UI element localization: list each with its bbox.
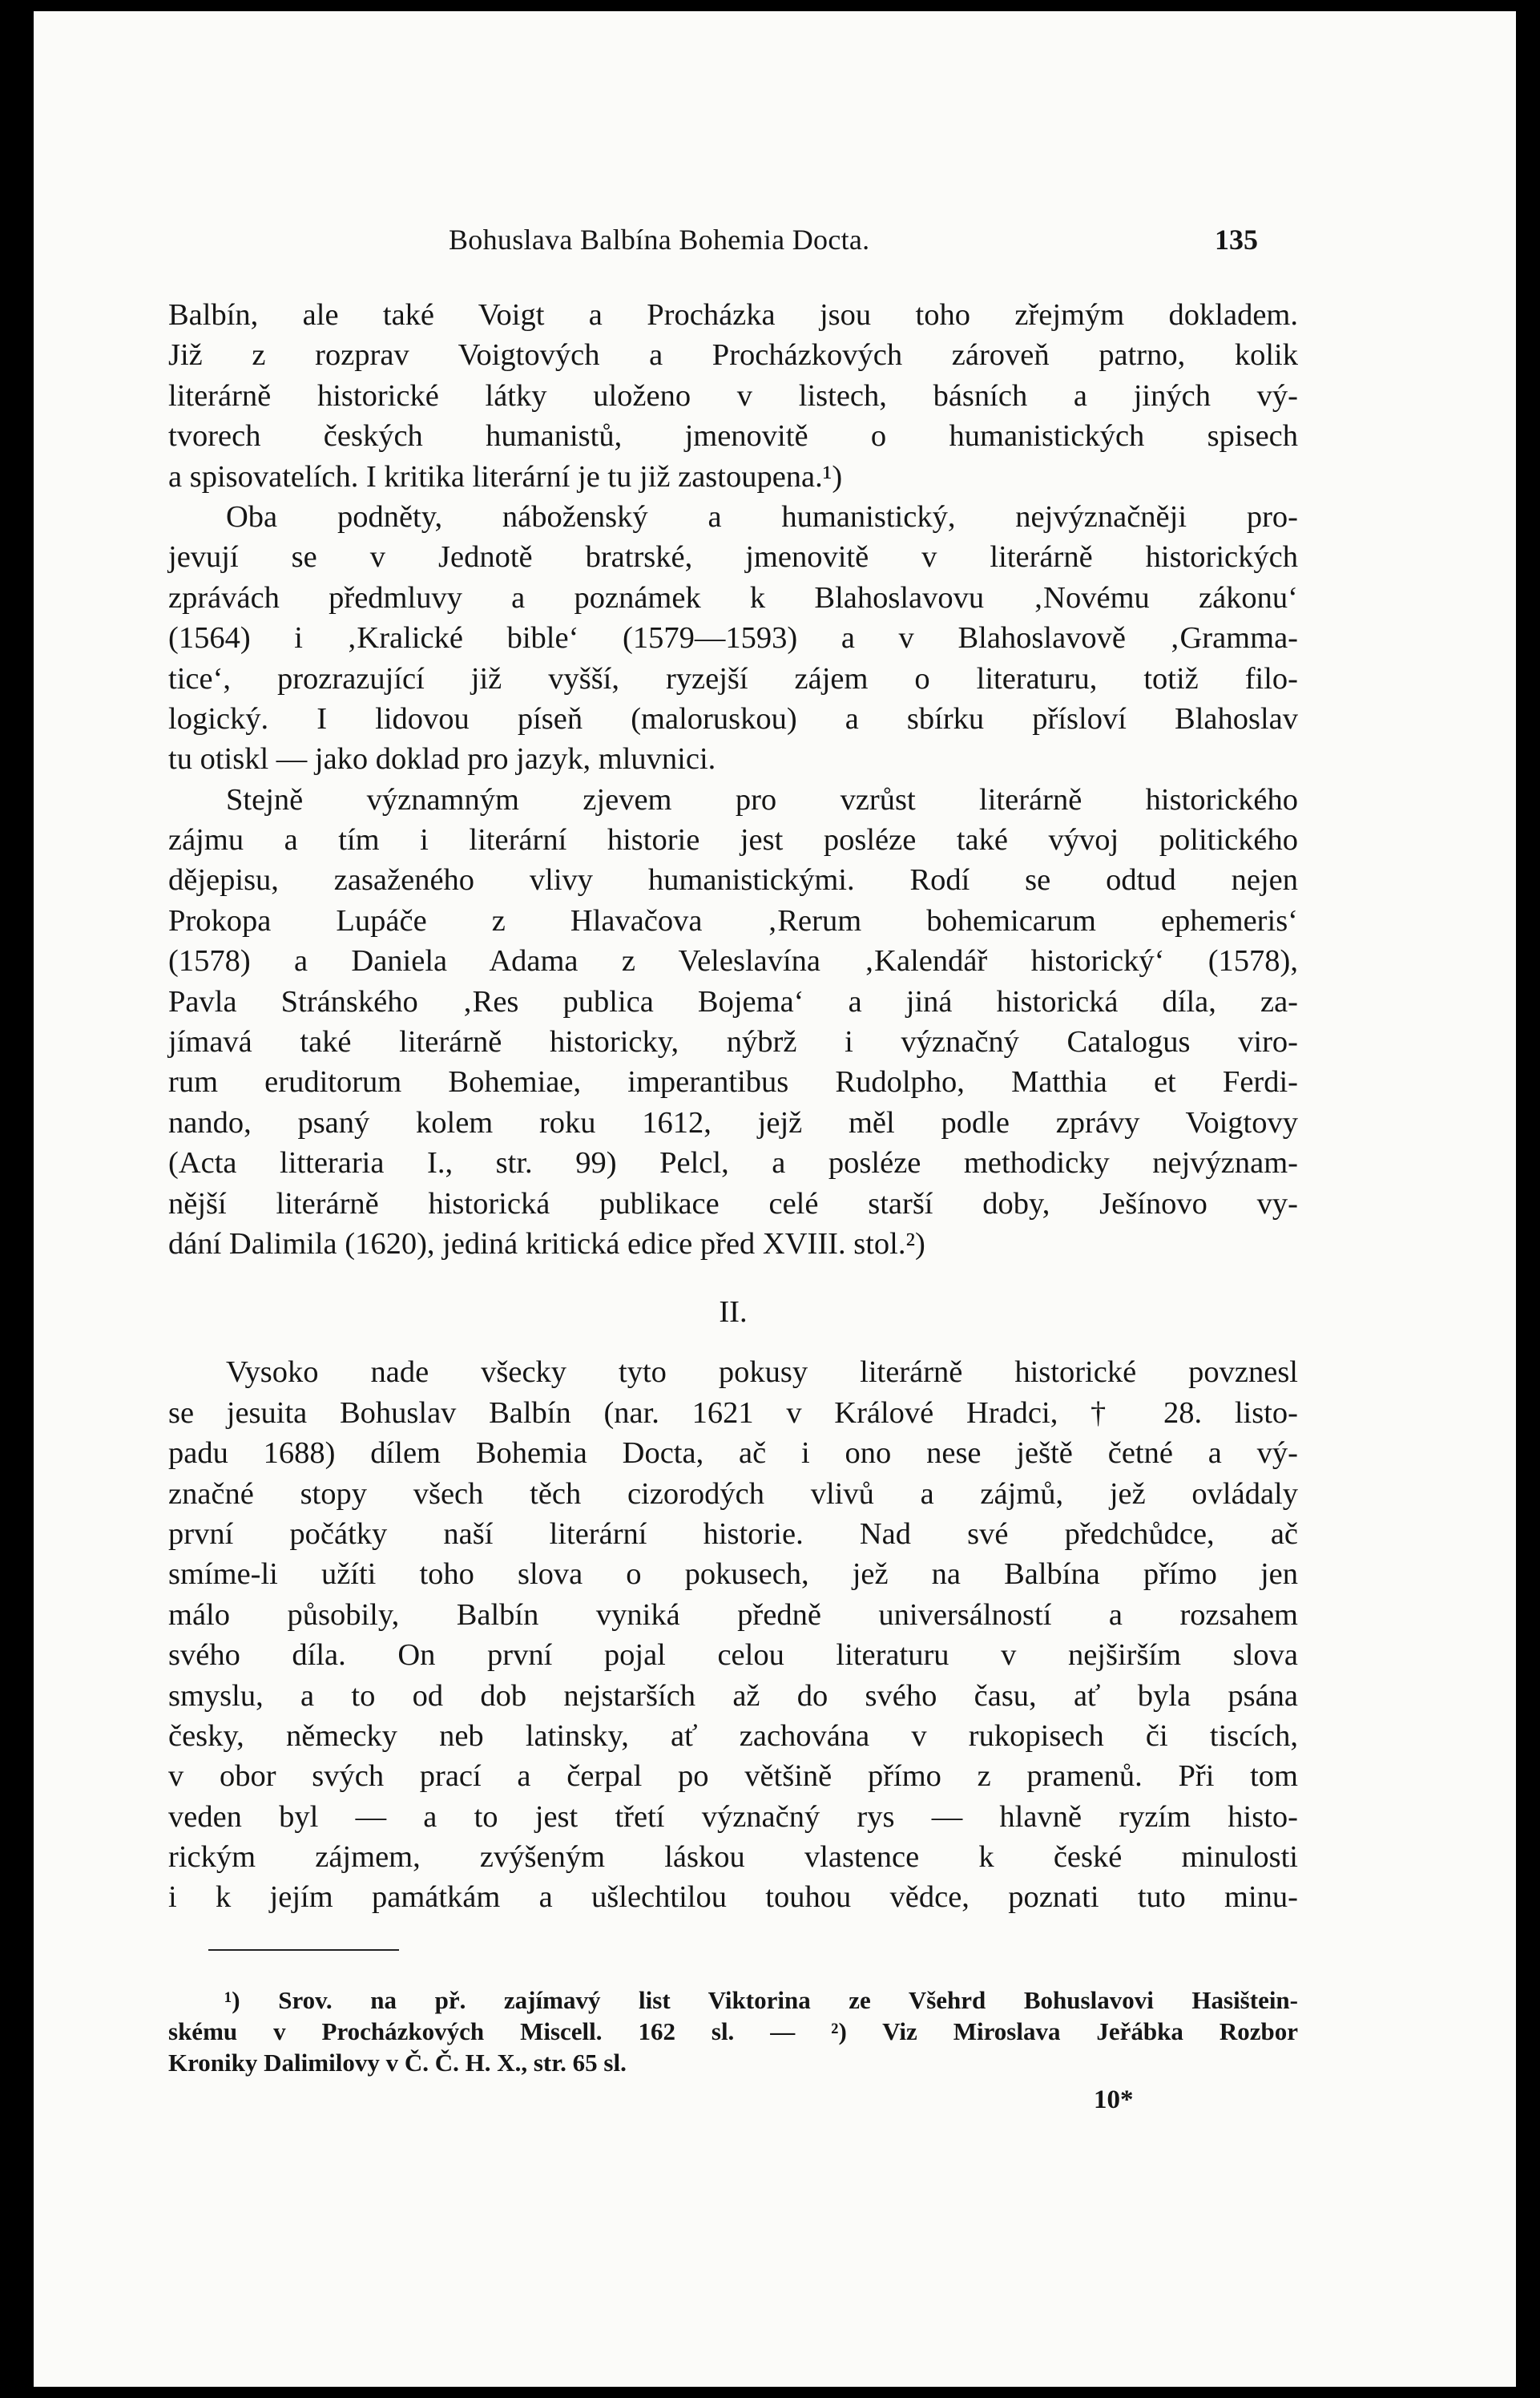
text-line: jímavá také literárně historicky, nýbrž i význačný Catalogus viro-: [168, 1025, 1298, 1060]
text-line: tice‘, prozrazující již vyšší, ryzejší zájem o literaturu, totiž filo-: [168, 661, 1298, 696]
text-line: a spisovatelích. I kritika literární je tu již zastoupena.¹): [168, 459, 843, 494]
text-line: dání Dalimila (1620), jediná kritická edice před XVIII. stol.²): [168, 1226, 925, 1261]
text-line: padu 1688) dílem Bohemia Docta, ač i ono nese ještě četné a vý-: [168, 1436, 1298, 1471]
text-line: tu otiskl — jako doklad pro jazyk, mluvnici.: [168, 742, 716, 777]
section-heading: II.: [719, 1295, 748, 1330]
text-line: veden byl — a to jest třetí význačný rys — hlavně ryzím histo-: [168, 1799, 1298, 1834]
text-line: tvorech českých humanistů, jmenovitě o humanistických spisech: [168, 419, 1298, 454]
paragraph-2: [168, 497, 1298, 780]
main-text: [168, 295, 1298, 1918]
text-line: literárně historické látky uloženo v listech, básních a jiných vý-: [168, 378, 1298, 413]
running-title: Bohuslava Balbína Bohemia Docta.: [449, 224, 870, 256]
paragraph-4: [168, 1352, 1298, 1917]
text-line: rum eruditorum Bohemiae, imperantibus Rudolpho, Matthia et Ferdi-: [168, 1065, 1298, 1100]
paragraph-1: [168, 295, 1298, 497]
text-line: rickým zájmem, zvýšeným láskou vlastence k české minulosti: [168, 1840, 1298, 1875]
text-line: Stejně významným zjevem pro vzrůst literárně historického: [226, 782, 1298, 817]
text-line: česky, německy neb latinsky, ať zachována v rukopisech či tiscích,: [168, 1718, 1298, 1753]
text-line: (Acta litteraria I., str. 99) Pelcl, a posléze methodicky nejvýznam-: [168, 1146, 1298, 1181]
footnote-line: Kroniky Dalimilovy v Č. Č. H. X., str. 65 sl.: [168, 2049, 627, 2077]
text-line: Balbín, ale také Voigt a Procházka jsou toho zřejmým dokladem.: [168, 298, 1298, 332]
book-binding-edge: [0, 0, 35, 2398]
text-line: první počátky naší literární historie. Nad své předchůdce, ač: [168, 1516, 1298, 1551]
text-line: Oba podněty, náboženský a humanistický, nejvýznačněji pro-: [226, 499, 1298, 534]
text-line: jevují se v Jednotě bratrské, jmenovitě v literárně historických: [168, 540, 1298, 575]
text-line: (1564) i ‚Kralické bible‘ (1579—1593) a v Blahoslavově ‚Gramma-: [168, 621, 1298, 656]
text-line: se jesuita Bohuslav Balbín (nar. 1621 v Králové Hradci, † 28. listo-: [168, 1395, 1298, 1430]
running-header: [449, 223, 1258, 263]
text-line: zájmu a tím i literární historie jest posléze také vývoj politického: [168, 823, 1298, 858]
footnotes: [168, 1984, 1298, 2078]
text-line: zprávách předmluvy a poznámek k Blahoslavovu ‚Novému zákonu‘: [168, 580, 1298, 615]
text-line: značné stopy všech těch cizorodých vlivů a zájmů, jež ovládaly: [168, 1476, 1298, 1511]
text-line: Již z rozprav Voigtových a Procházkových zároveň patrno, kolik: [168, 338, 1298, 373]
footnote-line: skému v Procházkových Miscell. 162 sl. — ²) Viz Miroslava Jeřábka Rozbor: [168, 2017, 1298, 2045]
text-line: (1578) a Daniela Adama z Veleslavína ‚Kalendář historický‘ (1578),: [168, 944, 1298, 979]
text-line: málo působily, Balbín vyniká předně universálností a rozsahem: [168, 1597, 1298, 1632]
paragraph-3: [168, 780, 1298, 1265]
text-line: nando, psaný kolem roku 1612, jejž měl podle zprávy Voigtovy: [168, 1105, 1298, 1140]
page-number: 135: [1215, 224, 1258, 256]
text-line: logický. I lidovou píseň (maloruskou) a sbírku přísloví Blahoslav: [168, 701, 1298, 736]
footnote-line: ¹) Srov. na př. zajímavý list Viktorina ze Všehrd Bohuslavovi Hasištein-: [224, 1986, 1298, 2014]
text-line: svého díla. On první pojal celou literaturu v nejširším slova: [168, 1638, 1298, 1673]
text-line: nější literárně historická publikace celé starší doby, Ješínovo vy-: [168, 1186, 1298, 1221]
text-line: i k jejím památkám a ušlechtilou touhou vědce, poznati tuto minu-: [168, 1880, 1298, 1915]
footnote-divider: [208, 1949, 399, 1951]
text-line: Prokopa Lupáče z Hlavačova ‚Rerum bohemicarum ephemeris‘: [168, 903, 1298, 938]
text-line: Pavla Stránského ‚Res publica Bojema‘ a jiná historická díla, za-: [168, 984, 1298, 1019]
text-line: smíme-li užíti toho slova o pokusech, jež na Balbína přímo jen: [168, 1557, 1298, 1592]
text-line: Vysoko nade všecky tyto pokusy literárně historické povznesl: [226, 1355, 1298, 1390]
printer-signature-mark: 10*: [1094, 2085, 1134, 2114]
text-line: v obor svých prací a čerpal po většině přímo z pramenů. Při tom: [168, 1759, 1298, 1794]
text-line: smyslu, a to od dob nejstarších až do svého času, ať byla psána: [168, 1678, 1298, 1713]
text-line: dějepisu, zasaženého vlivy humanistickými. Rodí se odtud nejen: [168, 863, 1298, 898]
